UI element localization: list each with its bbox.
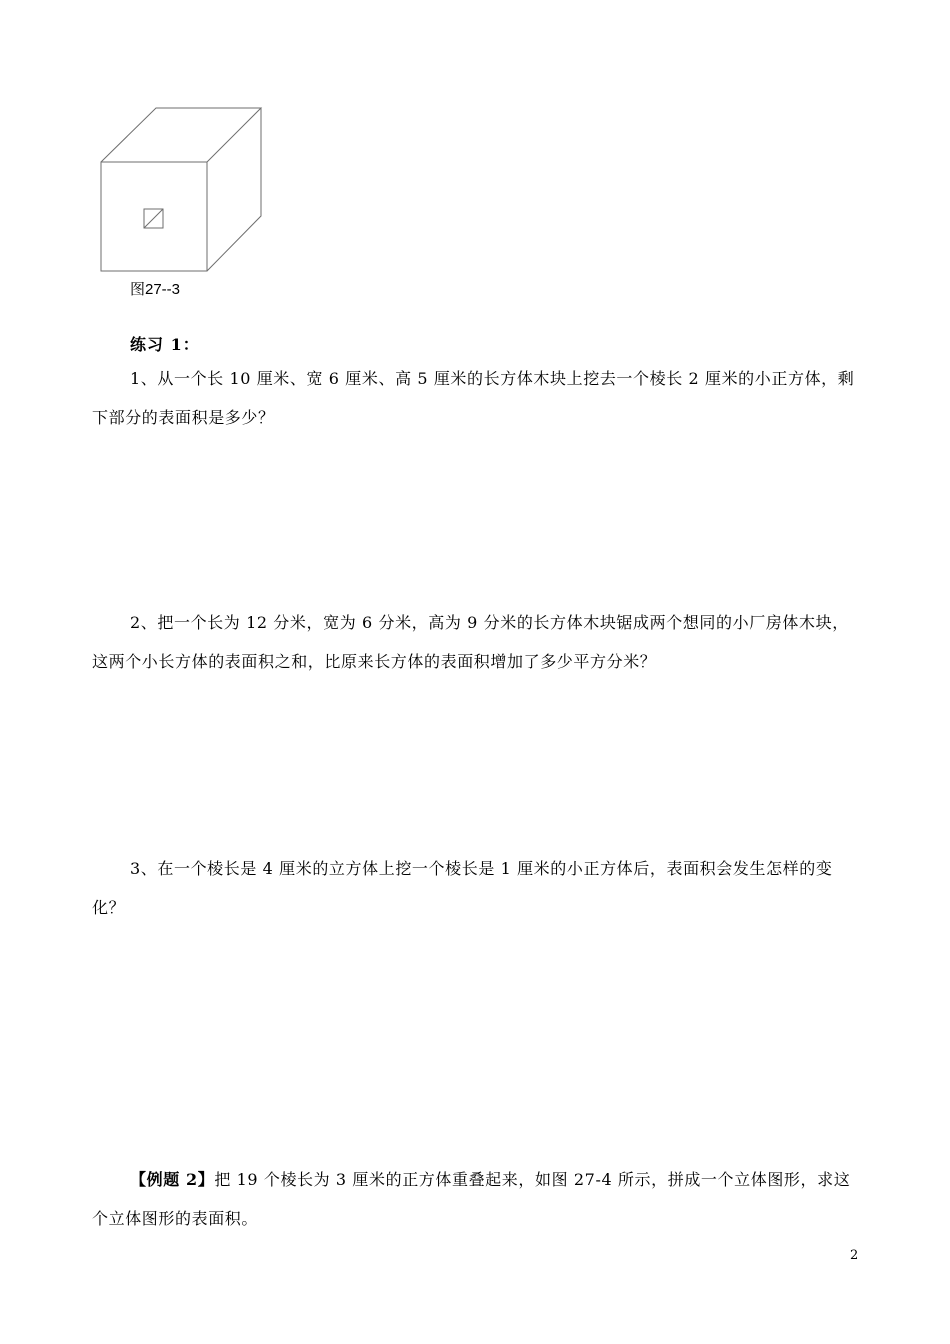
example-text: 把 19 个棱长为 3 厘米的正方体重叠起来，如图 27-4 所示，拼成一个立体图形，求这个立体图形的表面积。 (92, 1170, 851, 1228)
practice-title: 练习 1： (130, 335, 200, 354)
cube-front-face (101, 162, 207, 271)
question-3: 3、在一个棱长是 4 厘米的立方体上挖一个棱长是 1 厘米的小正方体后，表面积会发生怎样的变化？ (92, 859, 833, 917)
cube-figure (98, 104, 268, 276)
cube-top-edges (101, 108, 261, 162)
page-number: 2 (850, 1248, 859, 1263)
example-2 (92, 1160, 862, 1238)
question-2: 2、把一个长为 12 分米，宽为 6 分米，高为 9 分米的长方体木块锯成两个想同的小厂房体木块，这两个小长方体的表面积之和，比原来长方体的表面积增加了多少平方分米？ (92, 613, 849, 671)
question-1: 1、从一个长 10 厘米、宽 6 厘米、高 5 厘米的长方体木块上挖去一个棱长 2 厘米的小正方体，剩下部分的表面积是多少？ (92, 369, 855, 427)
cube-hole-diagonal (144, 209, 163, 228)
cube-side-edges (207, 108, 261, 271)
figure-caption: 图27--3 (130, 281, 181, 298)
example-label: 【例题 2】 (130, 1170, 215, 1189)
